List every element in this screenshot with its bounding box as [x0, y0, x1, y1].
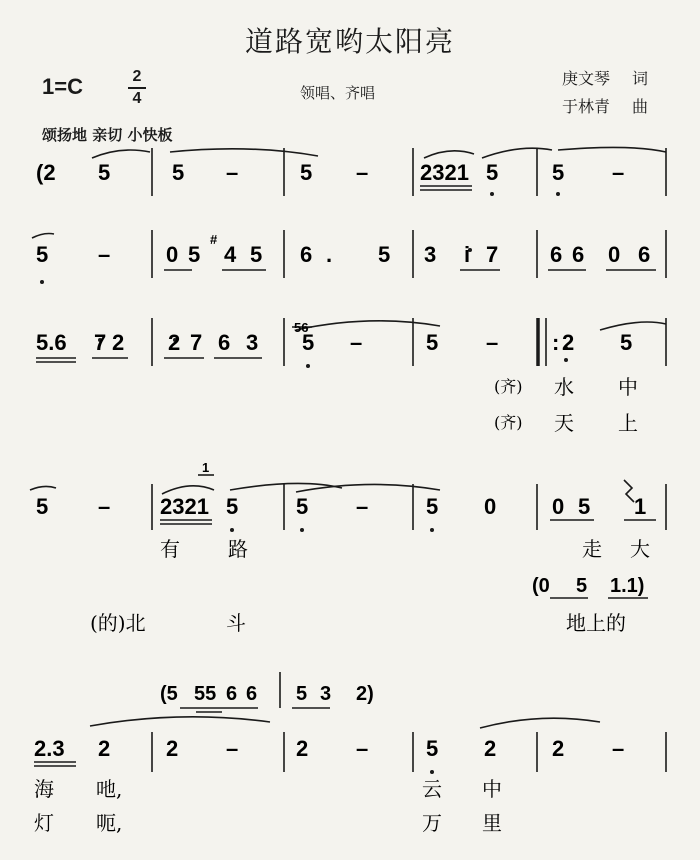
- note-dash: –: [98, 494, 111, 519]
- note-group: 2321: [160, 494, 209, 519]
- grace-note: 56: [294, 320, 309, 335]
- note: 5: [426, 330, 439, 355]
- note: 2: [166, 736, 179, 761]
- note: 5: [300, 160, 313, 185]
- lyric: 有: [160, 537, 180, 561]
- lyric: 上: [618, 411, 638, 435]
- lyric-marker: (齐): [494, 413, 523, 432]
- note: 6: [550, 242, 563, 267]
- note: 2: [484, 736, 497, 761]
- note: 6: [218, 330, 231, 355]
- lyric: 呃,: [96, 811, 123, 835]
- note: 6: [572, 242, 585, 267]
- note: 5: [226, 494, 239, 519]
- composer-role: 曲: [632, 97, 649, 116]
- lyric: 海: [34, 777, 54, 801]
- cue-note: 55: [194, 683, 217, 705]
- cue-note: 3: [320, 683, 332, 705]
- note: 3: [424, 242, 437, 267]
- note: 2: [552, 736, 565, 761]
- note-dash: –: [356, 736, 369, 761]
- composer-name: 于林青: [562, 97, 611, 116]
- note: (2: [36, 160, 56, 185]
- meter-bottom: 4: [132, 90, 142, 107]
- note: 3: [246, 330, 259, 355]
- grace-note: 1: [202, 460, 210, 475]
- note: 5: [36, 242, 49, 267]
- cue-note: (0: [532, 575, 550, 597]
- note: 2: [112, 330, 125, 355]
- lyric: (的)北: [90, 611, 146, 635]
- lyric: 水: [554, 375, 574, 399]
- cue-note: 1.1): [610, 575, 645, 597]
- cue-note: 6: [246, 683, 258, 705]
- note: 4: [224, 242, 237, 267]
- lyric: 中: [482, 777, 502, 801]
- note: 5: [620, 330, 633, 355]
- lyric: 吔,: [96, 777, 123, 801]
- note-group: 2.3: [34, 736, 65, 761]
- note: 2: [296, 736, 309, 761]
- note-dash: –: [226, 736, 239, 761]
- lyric: 大: [630, 537, 650, 561]
- lyricist-role: 词: [632, 69, 649, 88]
- note: 7: [190, 330, 203, 355]
- note: 5: [426, 736, 439, 761]
- cue-note: 5: [576, 575, 588, 597]
- note-dash: –: [612, 736, 625, 761]
- lyric: 里: [482, 811, 502, 835]
- note: 2: [168, 330, 181, 355]
- tempo-marking: 颂扬地 亲切 小快板: [42, 126, 173, 144]
- note-dash: –: [226, 160, 239, 185]
- note: 5: [98, 160, 111, 185]
- lyric-marker: (齐): [494, 377, 523, 396]
- lyric: 天: [554, 411, 574, 435]
- note: 2: [98, 736, 111, 761]
- lyric: 灯: [34, 811, 54, 835]
- cue-note: 2): [356, 683, 374, 705]
- note-dash: –: [356, 494, 369, 519]
- lyric: 地上的: [566, 611, 626, 635]
- note: 7: [486, 242, 499, 267]
- lyric: 斗: [226, 611, 246, 635]
- meter-top: 2: [132, 68, 142, 85]
- note: 1: [634, 494, 647, 519]
- note: 0: [608, 242, 621, 267]
- note-group: 2321: [420, 160, 469, 185]
- cue-note: 6: [226, 683, 238, 705]
- note: 5: [302, 330, 315, 355]
- cue-note: 5: [296, 683, 308, 705]
- note: 7: [94, 330, 107, 355]
- note: 5: [578, 494, 591, 519]
- lyric: 走: [582, 537, 602, 561]
- note-group: 5.6: [36, 330, 67, 355]
- repeat-sign: :: [552, 330, 560, 355]
- note-dash: –: [486, 330, 499, 355]
- note-dash: –: [612, 160, 625, 185]
- lyric: 中: [618, 375, 638, 399]
- note: 5: [378, 242, 391, 267]
- note: i: [464, 242, 471, 267]
- lyric: 路: [228, 537, 248, 561]
- note: 5: [426, 494, 439, 519]
- note: 5: [36, 494, 49, 519]
- sharp-sign: #: [210, 232, 218, 247]
- note: 0: [484, 494, 497, 519]
- note: 5: [552, 160, 565, 185]
- key-signature: 1=C: [42, 74, 83, 99]
- performance-note: 领唱、齐唱: [300, 84, 376, 102]
- note: 6: [300, 242, 313, 267]
- note: 5: [172, 160, 185, 185]
- page-title: 道路宽哟太阳亮: [244, 25, 455, 58]
- note-dash: –: [350, 330, 363, 355]
- cue-note: (5: [160, 683, 178, 705]
- note: 5: [296, 494, 309, 519]
- note-dash: –: [356, 160, 369, 185]
- note: 5: [250, 242, 263, 267]
- lyric: 云: [422, 777, 442, 801]
- lyricist-name: 庚文琴: [562, 69, 611, 88]
- note: 0: [552, 494, 565, 519]
- note: 5: [486, 160, 499, 185]
- note-dash: –: [98, 242, 111, 267]
- note: 5: [188, 242, 201, 267]
- note-dot: .: [326, 242, 333, 267]
- note: 6: [638, 242, 651, 267]
- lyric: 万: [422, 811, 442, 835]
- note: 2: [562, 330, 575, 355]
- note: 0: [166, 242, 179, 267]
